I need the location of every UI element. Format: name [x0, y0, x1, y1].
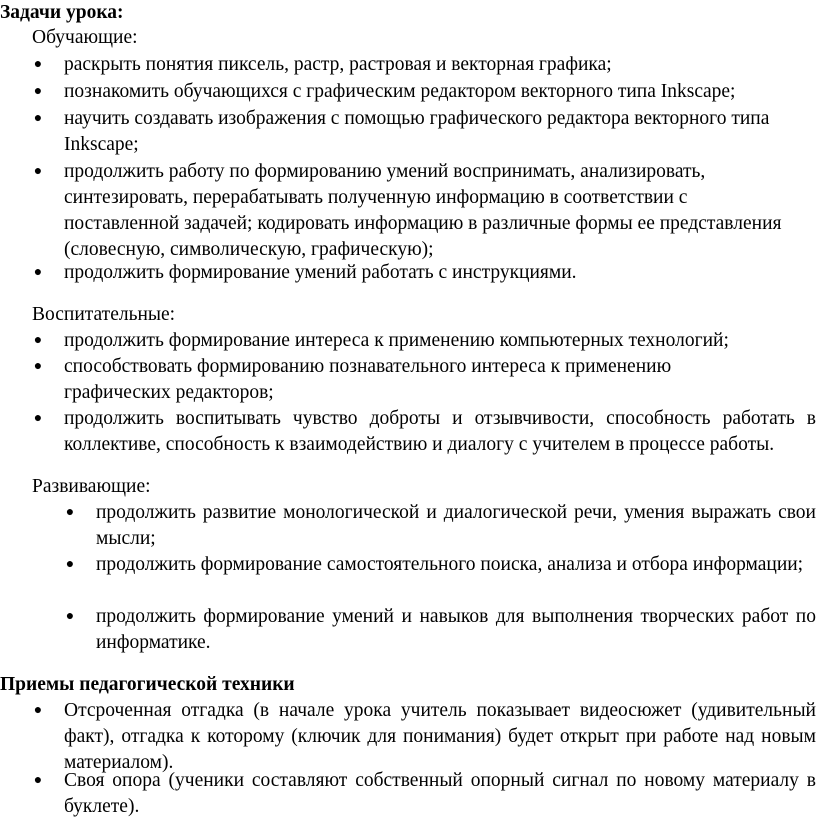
list-item: ● раскрыть понятия пиксель, растр, растровая и векторная графика; — [64, 52, 816, 79]
bullet-icon: ● — [33, 84, 43, 99]
bullet-icon: ● — [33, 111, 43, 126]
bullet-icon: ● — [65, 609, 75, 624]
bullet-icon: ● — [33, 57, 43, 72]
list-item: ● продолжить воспитывать чувство доброты и отзывчивости, способность работать в коллективе, способность к взаимодействию и диалогу с учителем в процессе работы. — [33, 408, 816, 455]
list-item: ● продолжить формирование интереса к применению компьютерных технологий; — [64, 328, 816, 354]
list-item: ● продолжить развитие монологической и диалогической речи, умения выражать свои мысли; — [65, 502, 816, 549]
list-item: ● Отсроченная отгадка (в начале урока учитель показывает видеосюжет (удивительный факт), отгадка к которому (ключик для понимания) будет открыт при работе над новым материалом). — [33, 700, 816, 773]
educational-list — [33, 52, 816, 287]
list-item: ● продолжить работу по формированию умений воспринимать, анализировать, синтезировать, перерабатывать полученную информацию в соответствии с поставленной задачей; кодировать информацию в различные формы ее представления (словесную, символическую, графическую); — [33, 161, 782, 260]
bullet-icon: ● — [33, 411, 43, 426]
upbringing-list — [33, 328, 816, 458]
bullet-icon: ● — [33, 333, 43, 348]
bullet-icon: ● — [33, 773, 43, 788]
group-title-developmental: Развивающие: — [32, 476, 151, 497]
lesson-tasks-heading: Задачи урока: — [0, 2, 124, 23]
bullet-icon: ● — [33, 703, 43, 718]
group-title-upbringing: Воспитательные: — [32, 304, 176, 325]
list-item: ● Своя опора (ученики составляют собственный опорный сигнал по новому материалу в буклете). — [33, 770, 816, 817]
techniques-heading: Приемы педагогической техники — [0, 674, 295, 695]
bullet-icon: ● — [33, 265, 43, 280]
list-item: ● продолжить формирование умений и навыков для выполнения творческих работ по информатике. — [65, 606, 816, 653]
list-item: ● продолжить формирование самостоятельного поиска, анализа и отбора информации; — [96, 552, 816, 604]
bullet-icon: ● — [33, 164, 43, 179]
bullet-icon: ● — [33, 359, 43, 374]
list-item: ● познакомить обучающихся с графическим редактором векторного типа Inkscape; — [64, 79, 816, 106]
bullet-icon: ● — [65, 505, 75, 520]
list-item: ● способствовать формированию познавательного интереса к применению графических редакторов; — [33, 356, 672, 403]
bullet-icon: ● — [65, 557, 75, 572]
techniques-list — [33, 698, 816, 820]
developmental-list — [65, 500, 816, 656]
list-item: ● научить создавать изображения с помощью графического редактора векторного типа Inkscape; — [33, 108, 770, 155]
list-item: ● продолжить формирование умений работать с инструкциями. — [64, 260, 816, 287]
group-title-educational: Обучающие: — [32, 27, 138, 48]
